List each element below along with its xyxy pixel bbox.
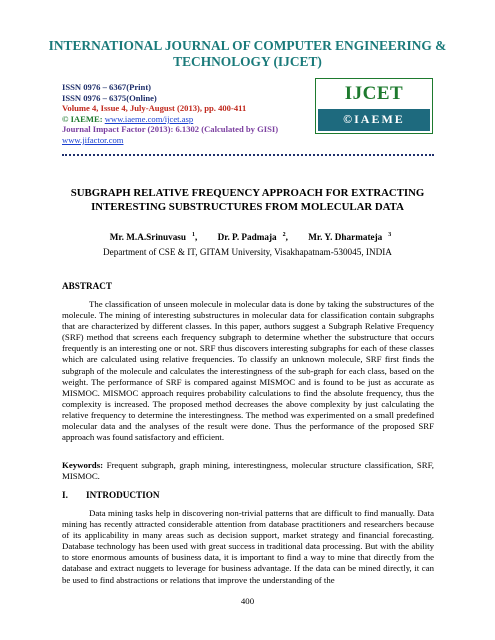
- paper-title: [50, 187, 445, 214]
- issn-online: ISSN 0976 – 6375(Online): [62, 92, 157, 103]
- abstract-heading: ABSTRACT: [62, 281, 113, 291]
- paper-title-line1: SUBGRAPH RELATIVE FREQUENCY APPROACH FOR EXTRACTING: [70, 187, 425, 199]
- author-separator: ,: [195, 232, 198, 243]
- author-name: Dr. P. Padmaja: [217, 232, 277, 243]
- affiliation: Department of CSE & IT, GITAM University, Visakhapatnam-530045, INDIA: [103, 247, 392, 257]
- impact-factor: Journal Impact Factor (2013): 6.1302 (Calculated by GISI): [62, 124, 279, 135]
- journal-meta: [62, 82, 278, 146]
- ijcet-logo: [315, 78, 433, 134]
- section-heading: [62, 490, 160, 501]
- author-name: Mr. M.A.Srinuvasu: [109, 232, 186, 243]
- iaeme-link[interactable]: www.iaeme.com/ijcet.asp: [104, 113, 194, 124]
- paper-title-line2: INTERESTING SUBSTRUCTURES FROM MOLECULAR DATA: [91, 200, 404, 213]
- author-affil-mark: 2: [282, 232, 286, 238]
- journal-title-line1: INTERNATIONAL JOURNAL OF COMPUTER ENGINEERING &: [48, 38, 447, 53]
- iaeme-line: [62, 114, 278, 125]
- issn-print: ISSN 0976 – 6367(Print): [62, 82, 152, 92]
- section-title: INTRODUCTION: [86, 490, 160, 500]
- logo-ijcet-text: IJCET: [344, 83, 404, 104]
- volume-info: Volume 4, Issue 4, July-August (2013), pp. 400-411: [62, 103, 247, 114]
- author: [302, 232, 391, 242]
- author-separator: ,: [285, 232, 288, 243]
- author: [212, 232, 288, 242]
- author-affil-mark: 3: [388, 232, 392, 238]
- header-divider: [62, 154, 434, 156]
- journal-title-line2: TECHNOLOGY (IJCET): [173, 54, 322, 69]
- keywords-label: Keywords:: [62, 460, 104, 470]
- jifactor-link[interactable]: www.jifactor.com: [62, 134, 124, 145]
- author-list: [30, 230, 465, 243]
- author-name: Mr. Y. Dharmateja: [308, 232, 383, 243]
- journal-title: [30, 38, 465, 70]
- keywords-text: Frequent subgraph, graph mining, interestingness, molecular structure classification, SRF, MISMOC.: [62, 460, 434, 482]
- author-affil-mark: 1: [192, 232, 195, 238]
- author: [104, 232, 198, 242]
- section-number: I.: [62, 490, 68, 500]
- jifactor-line: [62, 135, 278, 146]
- iaeme-prefix: © IAEME:: [62, 113, 105, 124]
- keywords: [62, 460, 434, 482]
- logo-iaeme-text: ©IAEME: [318, 109, 430, 131]
- introduction-text: Data mining tasks help in discovering non-trivial patterns that are difficult to find manually. Data mining has recently attracted considerable attention from database practitioners and researchers because of its applicability in many areas such as decision support, market strategy and financial forecasting. Database technology has been used with great success in traditional data processing. But with the ability to store enormous amounts of business data, it is important to find a way to mine that directly from the database and extract nuggets to leverage for business advantage. If the data can be mined directly, it can be used to find abstractions or relations that improve the understanding of the: [62, 508, 434, 585]
- abstract-text: The classification of unseen molecule in molecular data is done by taking the substructures of the molecule. The mining of interesting substructures in molecular data for classification contain subgraphs that are characterized by different classes. In this paper, authors suggest a Subgraph Relative Frequency (SRF) method that screens each frequency subgraph to determine whether the substructure that occurs frequently is an interesting one or not. SRF thus discovers interesting subgraphs for each of these classes which are calculated using relative frequencies. To classify an unknown molecule, SRF first finds the subgraph of the molecule and calculates the interestingness of the sub-graph for each class, based on the weight. The performance of SRF is compared against MISMOC and is found to be just as accurate as MISMOC. MISMOC approach requires probability calculations to find the absolute frequency, thus the complexity is increased. The proposed method decreases the above complexity by just calculating the relative frequency to determine the interestingness. The method was experimented on a small predefined molecular data and the analyses of the result were done. Thus the performance of the proposed SRF approach was found satisfactory and efficient.: [62, 299, 434, 443]
- page-number: 400: [240, 596, 255, 606]
